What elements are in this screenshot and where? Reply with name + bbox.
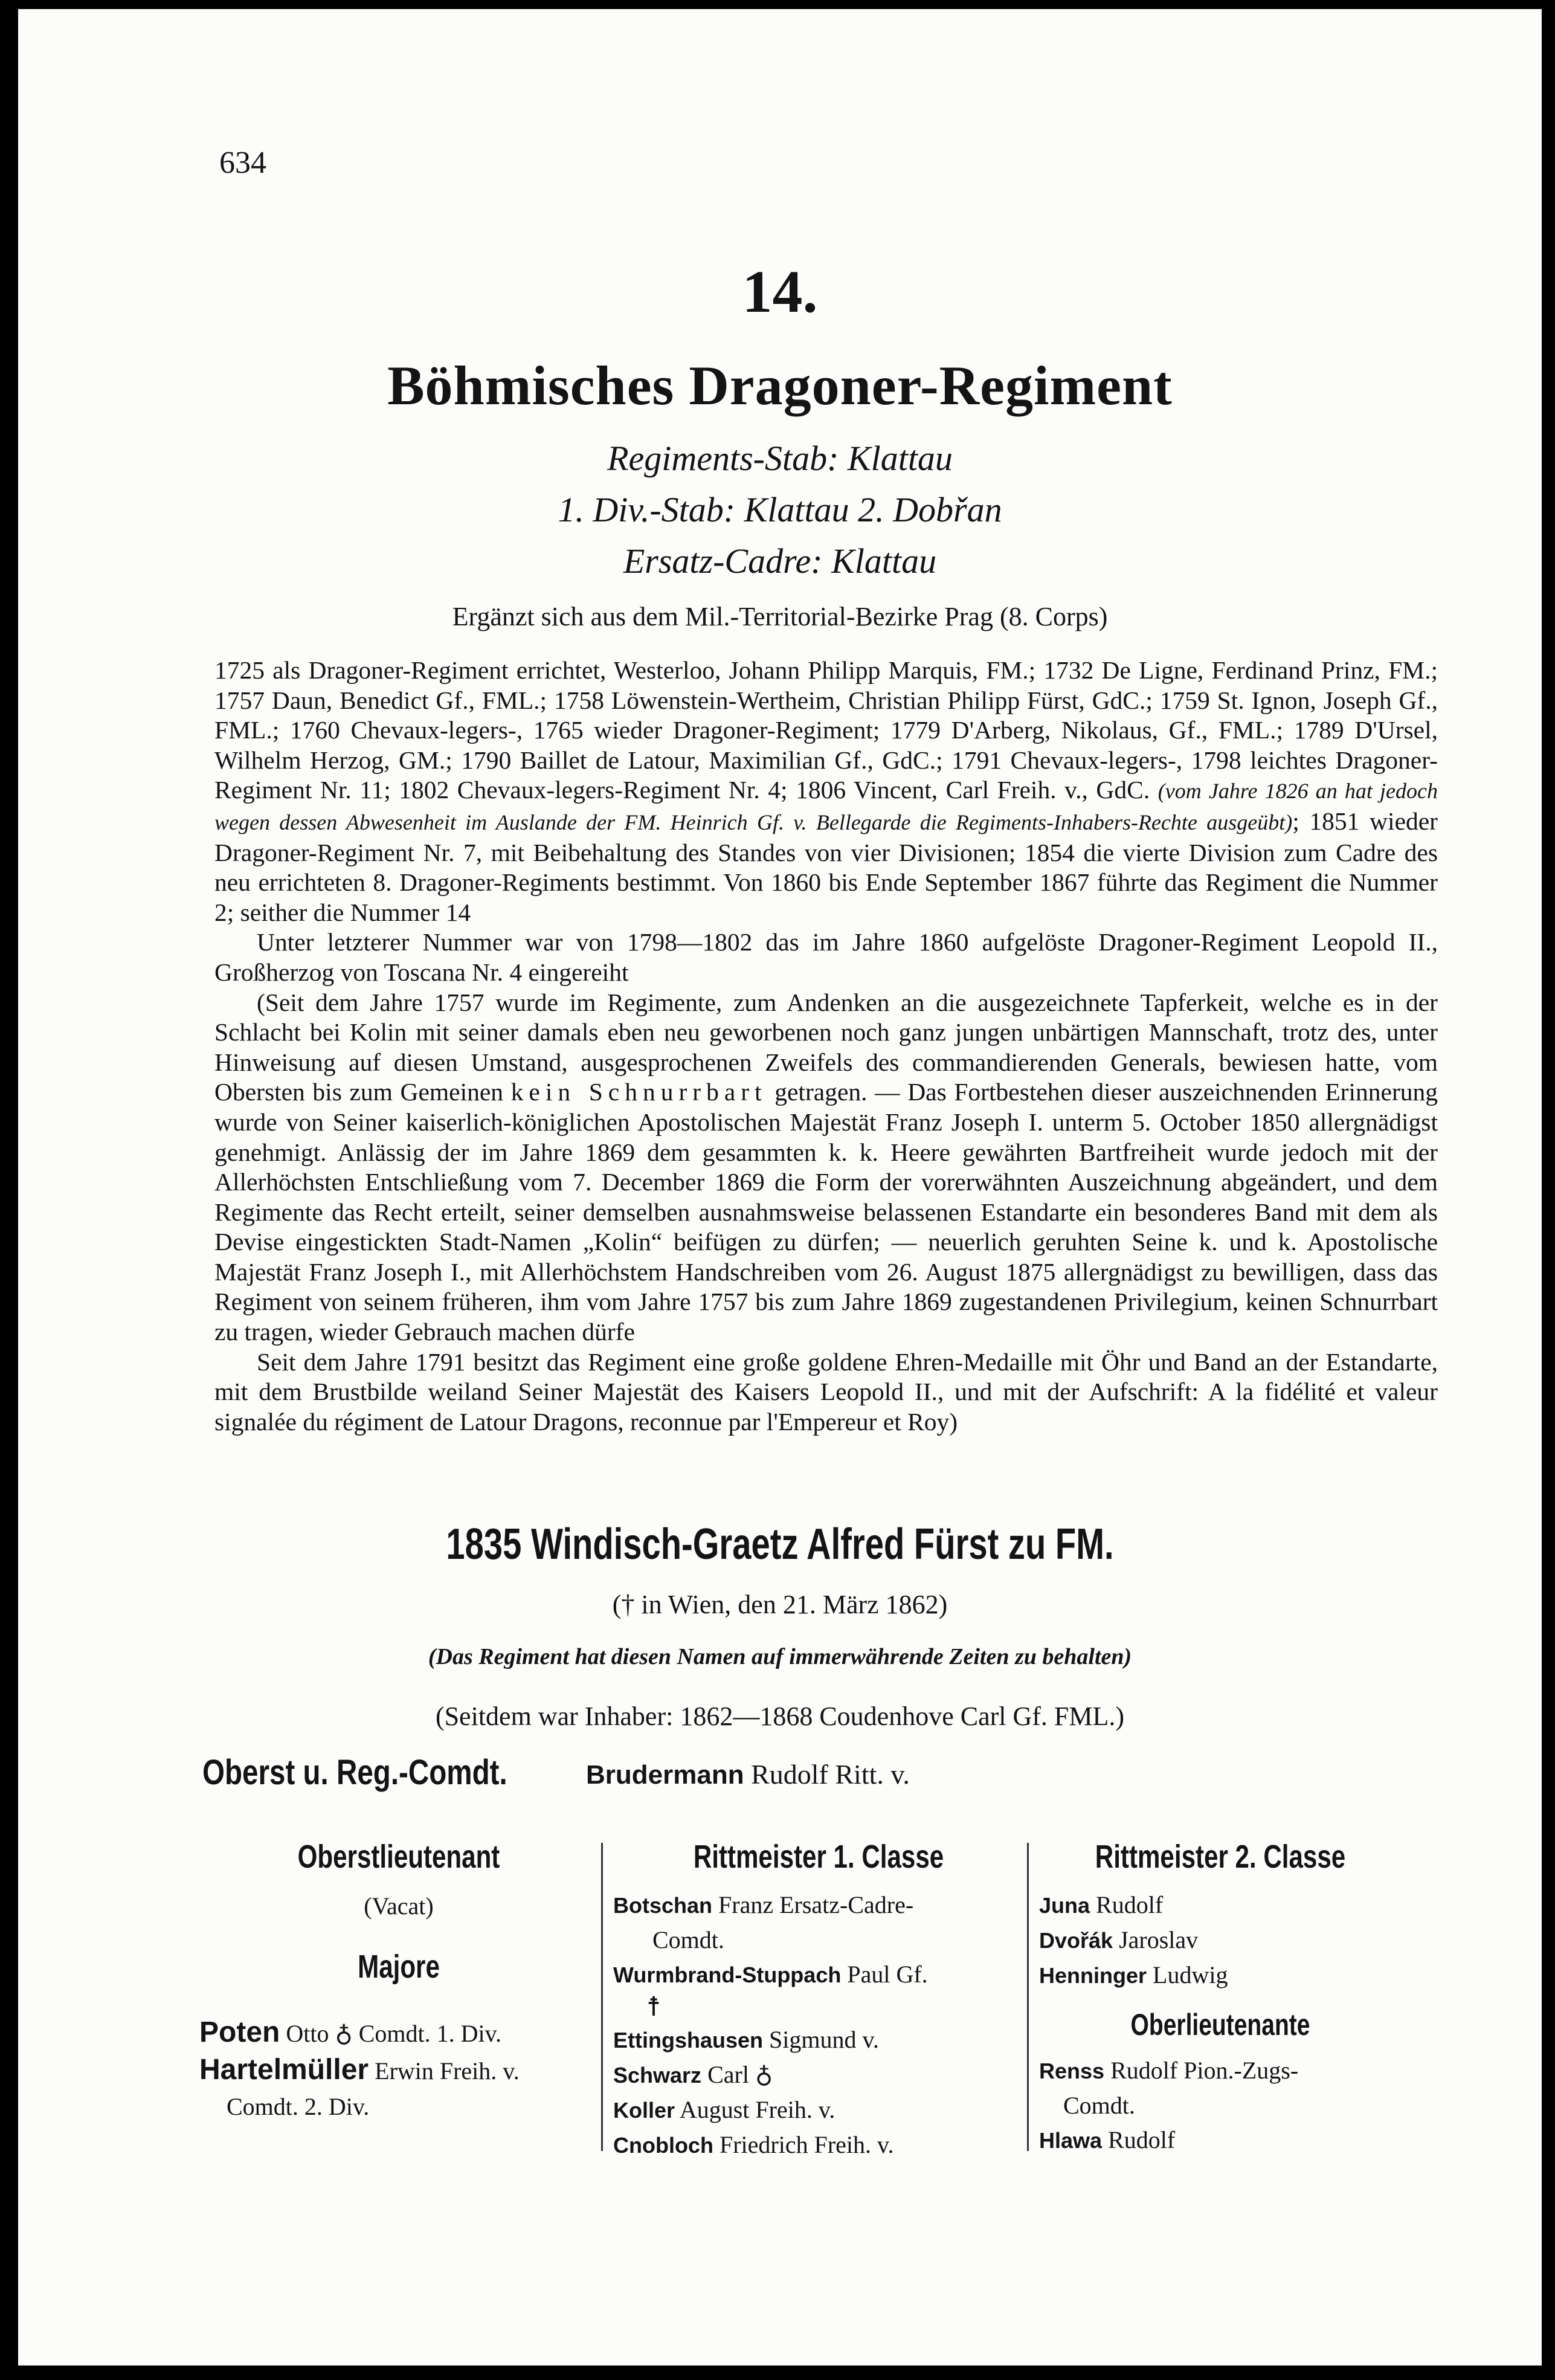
officer-surname: Henninger (1039, 1963, 1147, 1988)
division-staff: 1. Div.-Stab: Klattau 2. Dobřan (558, 490, 1002, 529)
officer-given-name: Jaroslav (1119, 1926, 1199, 1953)
history-text: 1725 als Dragoner-Regiment errichtet, Westerloo, Johann Philipp Marquis, FM.; 1732 De Ligne, Ferdinand Prinz, FM.; 1757 Daun, Benedict Gf., FML.; 1758 Löwenstein-Wertheim, Christian Philipp Fürst, GdC.; 1759 St. Ignon, Joseph Gf., FML.; 1760 Chevaux-legers-, 1765 wieder Dragoner-Regiment; 1779 D'Arberg, Nikolaus, Gf., FML.; 1789 D'Ursel, Wilhelm Herzog, GM.; 1790 Baillet de Latour, Maximilian Gf., GdC.; 1791 Chevaux-legers-, 1798 leichtes Dragoner-Regiment Nr. 11; 1802 Chevaux-legers-Regiment Nr. 4; 1806 Vincent, Carl Freih. v., GdC. (214, 656, 1438, 804)
oberst-given-name: Rudolf Ritt. v. (751, 1759, 910, 1790)
officer-given-name: Sigmund v. (769, 2026, 879, 2053)
heading-oberlieutenante: Oberlieutenante (1130, 2008, 1310, 2042)
officer-surname: Renss (1039, 2059, 1105, 2083)
officer-surname: Wurmbrand-Stuppach (613, 1962, 842, 1987)
officer-given-name: August Freih. v. (679, 2096, 835, 2123)
list-item (1039, 1958, 1402, 1993)
list-item (613, 1957, 1024, 1992)
history-text: ; 1851 wieder Dragoner-Regiment Nr. 7, mit Beibehaltung des Standes von vier Divisionen; 1854 die vierte Division zum Cadre des neu errichteten 8. Dragoner-Regiments bestimmt. Von 1860 bis Ende September 1867 führte das Regiment die Nummer 2; seither die Nummer 14 (214, 807, 1438, 926)
list-item (613, 1888, 1024, 1923)
section-number: 14. (742, 258, 818, 325)
column-divider (601, 1843, 603, 2151)
heading-rittmeister-1: Rittmeister 1. Classe (693, 1839, 944, 1875)
officer-surname: Schwarz (613, 2063, 702, 2088)
officer-surname: Botschan (613, 1893, 713, 1918)
page (18, 9, 1542, 2365)
list-item (1039, 2123, 1402, 2158)
history-paragraph-2: Unter letzterer Nummer war von 1798—1802 das im Jahre 1860 aufgelöste Dragoner-Regiment Leopold II., Großherzog von Toscana Nr. 4 eingereiht (214, 928, 1438, 986)
decoration-mark: ♁ (335, 2020, 353, 2047)
oberst-surname: Brudermann (586, 1760, 744, 1790)
list-item (1039, 1923, 1402, 1958)
list-item (613, 2127, 1024, 2162)
history-paragraph-4: Seit dem Jahre 1791 besitzt das Regiment eine große goldene Ehren-Medaille mit Öhr und Band an der Estandarte, mit dem Brustbilde weiland Seiner Majestät des Kaisers Leopold II., und mit der Aufschrift: A la fidélité et valeur signalée du régiment de Latour Dragons, reconnue par l'Empereur et Roy) (214, 1347, 1438, 1436)
column-rittmeister-2 (1039, 1840, 1402, 2158)
recruitment-district: Ergänzt sich aus dem Mil.-Territorial-Bezirke Prag (8. Corps) (452, 602, 1108, 631)
major-surname: Poten (199, 2016, 280, 2048)
officer-surname: Dvořák (1039, 1928, 1113, 1953)
list-item (613, 2022, 1024, 2057)
officer-surname: Koller (613, 2098, 675, 2123)
proprietor-death: († in Wien, den 21. März 1862) (612, 1590, 948, 1619)
vacat-note: (Vacat) (364, 1892, 434, 1920)
major-given-name: Erwin Freih. v. (375, 2057, 520, 2085)
officer-given-name: Ludwig (1153, 1961, 1228, 1988)
officer-given-name: Carl (707, 2061, 749, 2088)
history-paragraph-1 (214, 656, 1438, 927)
list-item (199, 2052, 598, 2089)
page-title: Böhmisches Dragoner-Regiment (387, 355, 1173, 416)
major-role: Comdt. 1. Div. (358, 2020, 502, 2047)
reserve-cadre: Ersatz-Cadre: Klattau (623, 541, 937, 581)
officer-role: Comdt. (1063, 2092, 1135, 2119)
officer-surname: Juna (1039, 1893, 1090, 1918)
officer-given-name: Rudolf (1096, 1891, 1164, 1918)
officer-surname: Cnobloch (613, 2133, 713, 2158)
officer-given-name: Franz Ersatz-Cadre- (718, 1891, 914, 1918)
page-number: 634 (219, 146, 266, 180)
officer-given-name: Friedrich Freih. v. (719, 2131, 894, 2158)
oberst-label: Oberst u. Reg.-Comdt. (202, 1753, 507, 1792)
history-spaced-text: kein Schnurrbart (510, 1078, 767, 1106)
list-item (613, 2092, 1024, 2127)
decoration-mark: ☨ (646, 1992, 661, 2022)
officer-given-name: Rudolf Pion.-Zugs- (1110, 2057, 1299, 2084)
major-given-name: Otto (286, 2020, 329, 2047)
list-item (199, 2014, 598, 2052)
officer-surname: Hlawa (1039, 2128, 1103, 2153)
list-item (613, 2057, 1024, 2092)
column-staff-officers (199, 1840, 598, 2124)
heading-majore: Majore (358, 1949, 440, 1985)
officer-role: Comdt. (652, 1926, 724, 1953)
major-role: Comdt. 2. Div. (227, 2093, 370, 2120)
major-surname: Hartelmüller (199, 2054, 369, 2086)
oberst-entry (586, 1758, 910, 1790)
officer-given-name: Paul Gf. (847, 1961, 928, 1988)
heading-oberstlieutenant: Oberstlieutenant (297, 1839, 500, 1875)
history-italic-note: (vom Jahre 1826 an hat jedoch wegen dessen Abwesenheit im Auslande der FM. Heinrich Gf. v. Bellegarde die Regiments-Inhabers-Rechte ausgeübt) (214, 779, 1438, 834)
proprietor-note: (Das Regiment hat diesen Namen auf immerwährende Zeiten zu behalten) (428, 1644, 1132, 1669)
list-item (1039, 2053, 1402, 2088)
decoration-mark: ♁ (755, 2061, 773, 2088)
regiment-history (214, 656, 1438, 1437)
history-text: getragen. — Das Fortbestehen dieser auszeichnenden Erinnerung wurde von Seiner kaiserlich-königlichen Apostolischen Majestät Franz Joseph I. unterm 5. October 1850 allergnädigst genehmigt. Anlässig der im Jahre 1869 dem gesammten k. k. Heere gewährten Bartfreiheit wurde jedoch mit der Allerhöchsten Entschließung vom 7. December 1869 die Form der vorerwähnten Auszeichnung abgeändert, und dem Regimente das Recht erteilt, seiner demselben ausnahmsweise belassenen Estandarte ein besonderes Band mit dem als Devise eingestickten Stadt-Namen „Kolin“ beifügen zu dürfen; — neuerlich geruhten Seine k. und k. Apostolische Majestät Franz Joseph I., mit Allerhöchstem Handschreiben vom 26. August 1875 allergnädigst zu bewilligen, dass das Regiment von seinem früheren, ihm vom Jahre 1757 bis zum Jahre 1869 zugestandenen Privilegium, keinen Schnurrbart zu tragen, wieder Gebrauch machen dürfe (214, 1078, 1438, 1346)
list-item (1039, 1888, 1402, 1923)
regiment-staff: Regiments-Stab: Klattau (607, 439, 953, 478)
proprietor-name: 1835 Windisch-Graetz Alfred Fürst zu FM. (446, 1520, 1114, 1569)
column-divider (1027, 1843, 1029, 2151)
history-paragraph-3 (214, 988, 1438, 1347)
former-proprietor: (Seitdem war Inhaber: 1862—1868 Coudenhove Carl Gf. FML.) (435, 1701, 1125, 1731)
history-text: (Seit dem Jahre 1757 wurde im Regimente, zum Andenken an die ausgezeichnete Tapferkeit, welche es in der Schlacht bei Kolin mit seiner damals eben neu geworbenen noch ganz jungen unbärtigen Mannschaft, trotz des, unter Hinweisung auf diesen Umstand, ausgesprochenen Zweifels des commandierenden Generals, bewiesen hatte, vom Obersten bis zum Gemeinen (214, 988, 1438, 1106)
officer-surname: Ettingshausen (613, 2028, 764, 2053)
heading-rittmeister-2: Rittmeister 2. Classe (1095, 1839, 1346, 1875)
officer-given-name: Rudolf (1108, 2126, 1176, 2153)
column-rittmeister-1 (613, 1840, 1024, 2162)
